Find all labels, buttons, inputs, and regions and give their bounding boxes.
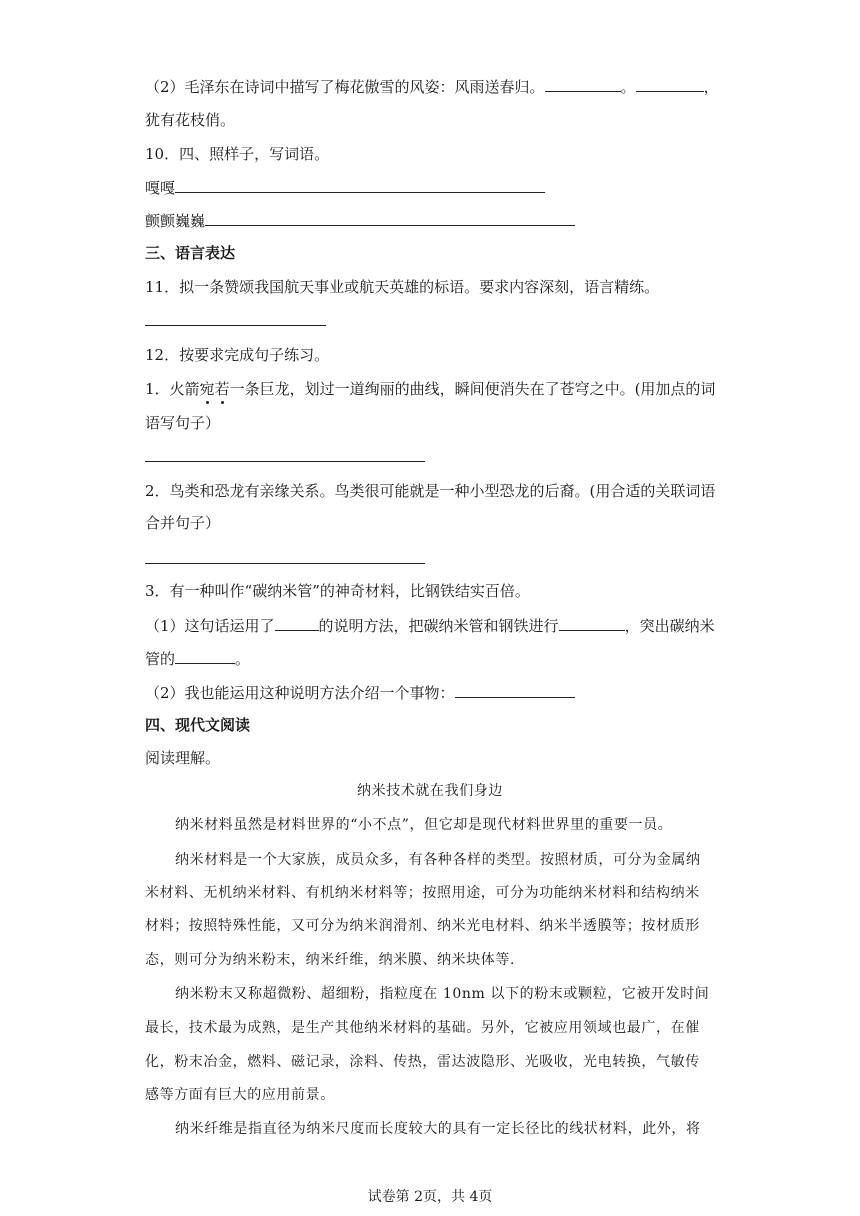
page-footer: 试卷第 2页，共 4页: [367, 1189, 493, 1205]
answer-blank[interactable]: [175, 648, 235, 664]
q12-s1-line2: 语写句子）: [145, 414, 221, 432]
article-paragraph-line: 米材料、无机纳米材料、有机纳米材料等；按照用途，可分为功能纳米材料和结构纳米: [145, 885, 700, 901]
article-paragraph-line: 纳米材料是一个大家族，成员众多，有各种各样的类型。按照材质，可分为金属纳: [175, 852, 701, 868]
article-paragraph-line: 最长，技术最为成熟，是生产其他纳米材料的基础。另外，它被应用领域也最广，在催: [145, 1020, 700, 1036]
answer-blank[interactable]: [455, 682, 575, 698]
q12-s3-a-line1: （1）这句话运用了 的说明方法，把碳纳米管和钢铁进行 ，突出碳纳米: [145, 617, 715, 635]
q12-s1-line1: 1．火箭宛若一条巨龙，划过一道绚丽的曲线，瞬间便消失在了苍穹之中。(用加点的词: [145, 380, 716, 398]
article-title: 纳米技术就在我们身边: [357, 783, 503, 799]
reading-instruction: 阅读理解。: [145, 749, 221, 767]
answer-blank[interactable]: [559, 615, 625, 631]
emphasis-dot-char: 宛: [199, 380, 215, 398]
q12-s3-a-line2: 管的 。: [145, 650, 251, 668]
q12-s2-line2: 合并句子）: [145, 514, 221, 532]
article-paragraph-line: 纳米纤维是指直径为纳米尺度而长度较大的具有一定长径比的线状材料，此外，将: [175, 1121, 701, 1137]
q11-text: 11．拟一条赞颂我国航天事业或航天英雄的标语。要求内容深刻，语言精练。: [145, 278, 660, 296]
article-paragraph-line: 纳米粉末又称超微粉、超细粉，指粒度在 10nm 以下的粉末或颗粒，它被开发时间: [175, 986, 710, 1002]
answer-line[interactable]: [145, 325, 326, 326]
q12-s2-line1: 2．鸟类和恐龙有亲缘关系。鸟类很可能就是一种小型恐龙的后裔。(用合适的关联词语: [145, 482, 716, 500]
answer-blank[interactable]: [636, 76, 704, 92]
q12-s3-b: （2）我也能运用这种说明方法介绍一个事物：: [145, 682, 575, 703]
q9-2-line1: （2）毛泽东在诗词中描写了梅花傲雪的风姿：风雨送春归。 。 ，: [145, 78, 719, 96]
answer-blank[interactable]: [175, 177, 545, 193]
answer-blank[interactable]: [205, 210, 575, 226]
q9-2-text: （2）毛泽东在诗词中描写了梅花傲雪的风姿：风雨送春归。: [145, 78, 545, 96]
section-heading: 四、现代文阅读: [145, 716, 251, 734]
answer-blank[interactable]: [275, 615, 319, 631]
q10-word1: 嘎嘎: [145, 177, 545, 198]
article-paragraph-line: 纳米材料虽然是材料世界的“小不点”，但它却是现代材料世界里的重要一员。: [175, 817, 673, 833]
answer-blank[interactable]: [545, 76, 621, 92]
q10-title: 10．四、照样子，写词语。: [145, 145, 330, 163]
emphasis-dot-char: 若: [214, 380, 230, 398]
q9-2-line2: 犹有花枝俏。: [145, 111, 236, 129]
article-paragraph-line: 态，则可分为纳米粉末，纳米纤维，纳米膜、纳米块体等.: [145, 952, 516, 968]
answer-line[interactable]: [145, 461, 425, 462]
q12-title: 12．按要求完成句子练习。: [145, 346, 330, 364]
article-paragraph-line: 化，粉末冶金，燃料、磁记录，涂料、传热，雷达波隐形、光吸收，光电转换，气敏传: [145, 1054, 700, 1070]
article-paragraph-line: 材料；按照特殊性能，又可分为纳米润滑剂、纳米光电材料、纳米半透膜等；按材质形: [145, 918, 700, 934]
section-heading: 三、语言表达: [145, 244, 236, 262]
q10-word2: 颤颤巍巍: [145, 210, 575, 231]
answer-line[interactable]: [145, 563, 425, 564]
q12-s3-line1: 3．有一种叫作“碳纳米管”的神奇材料，比钢铁结实百倍。: [145, 582, 530, 600]
article-paragraph-line: 感等方面有巨大的应用前景。: [145, 1087, 335, 1103]
